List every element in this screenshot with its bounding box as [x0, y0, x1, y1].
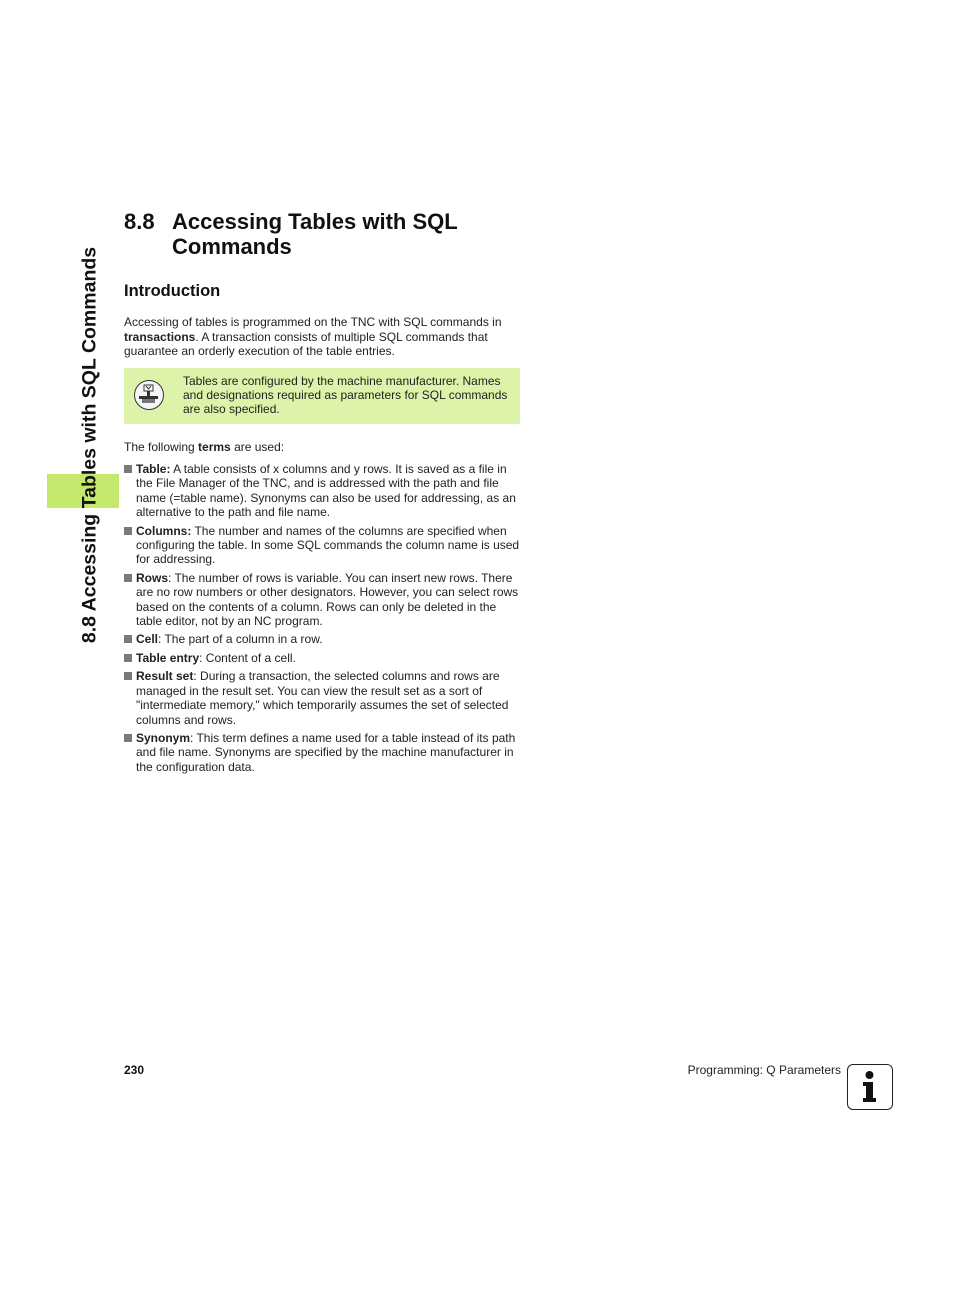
machine-manufacturer-icon: [134, 380, 164, 410]
chapter-heading: [124, 209, 544, 259]
term-description: A table consists of x columns and y rows. It is saved as a file in the File Manager of the TNC, and is addressed with the path and file name (=table name). Synonyms can also be used for addressing, as an alternative to the path and file name.: [136, 462, 516, 520]
list-item: [124, 669, 520, 727]
term-label: Rows: [136, 570, 169, 585]
list-item: [124, 651, 520, 665]
term-description: : During a transaction, the selected columns and rows are managed in the result set. You can view the result set as a sort of "intermediate memory," which temporarily assumes the set of selected columns and rows.: [136, 669, 509, 727]
term-label: Columns:: [136, 523, 192, 538]
term-description: : The number of rows is variable. You can insert new rows. There are no row numbers or other designators. However, you can select rows based on the contents of a column. Rows can only be deleted in the table editor, not by an NC program.: [136, 570, 519, 629]
footer-title: Programming: Q Parameters: [687, 1063, 841, 1077]
terms-list: [124, 462, 520, 778]
term-label: Cell: [136, 632, 159, 647]
terms-intro-bold: terms: [198, 440, 231, 454]
terms-intro: The following terms are used:: [124, 440, 285, 454]
intro-bold-term: transactions: [124, 329, 196, 344]
chapter-title: Accessing Tables with SQL Commands: [172, 209, 458, 259]
term-label: Result set: [136, 669, 194, 684]
list-item: [124, 462, 520, 520]
info-icon: [847, 1064, 893, 1110]
chapter-number: 8.8: [124, 209, 155, 234]
term-label: Table entry: [136, 650, 200, 665]
term-description: The number and names of the columns are specified when configuring the table. In some SQL commands the column name is used for addressing.: [136, 523, 520, 567]
list-item: [124, 571, 520, 629]
term-description: : This term defines a name used for a table instead of its path and file name. Synonyms are specified by the machine manufacturer in the configuration data.: [136, 730, 516, 774]
note-text: Tables are configured by the machine manufacturer. Names and designations required as parameters for SQL commands are also specified.: [183, 374, 508, 417]
list-item: [124, 632, 520, 646]
term-description: : The part of a column in a row.: [158, 632, 323, 647]
intro-paragraph: Accessing of tables is programmed on the TNC with SQL commands in transactions. A transaction consists of multiple SQL commands that guarantee an orderly execution of the table entries.: [124, 315, 502, 358]
term-label: Table:: [136, 462, 171, 476]
term-label: Synonym: [136, 730, 191, 745]
manufacturer-note: [124, 368, 520, 424]
page-number: 230: [124, 1063, 145, 1077]
term-description: : Content of a cell.: [199, 650, 296, 665]
list-item: [124, 731, 520, 774]
section-heading: Introduction: [124, 282, 221, 300]
list-item: [124, 524, 520, 567]
